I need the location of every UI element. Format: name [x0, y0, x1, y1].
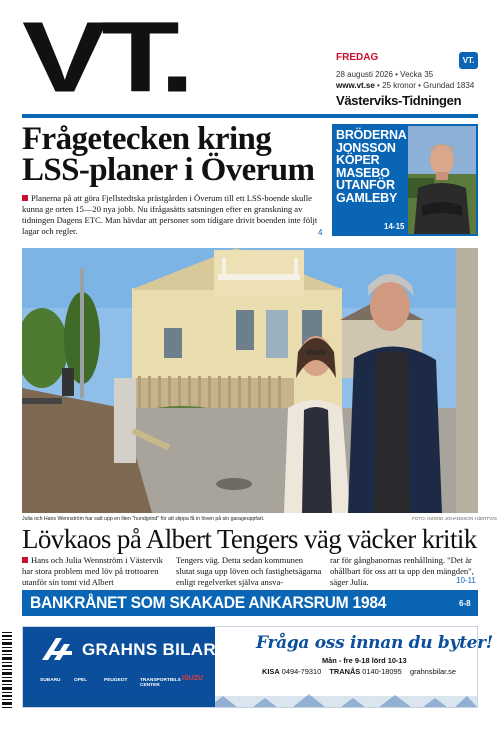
masthead-rule	[22, 114, 478, 118]
issue-day: FREDAG	[336, 52, 379, 63]
brand-transportbilscenter: TRANSPORTBILS CENTER	[140, 678, 181, 688]
brand-opel: OPEL	[74, 678, 88, 683]
story2-headline[interactable]: Lövkaos på Albert Tengers väg väcker kritik	[22, 524, 477, 554]
lead-headline[interactable]: Frågetecken kring LSS-planer i Överum	[22, 121, 315, 188]
teaser-page-ref: 14-15	[384, 222, 405, 231]
bullet-icon	[22, 195, 28, 201]
price-line: • 25 kronor • Grundad 1834	[374, 81, 475, 90]
main-photo	[22, 248, 478, 513]
barcode-icon	[2, 630, 18, 710]
lead-page-ref: 4	[318, 228, 323, 237]
banner-page-ref: 6-8	[459, 599, 471, 608]
photo-credit: FOTO: INGRID JOHANSSON HJERTVIG	[412, 516, 498, 521]
story2-col1-text: Hans och Julia Wennström i Västervik har stora problem med löv på trottoaren utanför sin tomt vid Albert	[22, 555, 163, 587]
ad-city1: KISA	[262, 667, 280, 676]
website-link[interactable]: www.vt.se	[336, 81, 375, 90]
brand-peugeot: PEUGEOT	[104, 678, 128, 683]
brand-isuzu: ISUZU	[182, 675, 203, 682]
issue-meta	[336, 81, 474, 90]
photo-caption: Julia och Hans Wennström har satt upp en liten "hundgrind" för att slippa få in löven på sin garageuppfart.	[22, 516, 265, 522]
ad-website[interactable]: grahnsbilar.se	[409, 667, 456, 676]
ad-slogan: Fråga oss innan du byter!	[256, 633, 493, 653]
masthead-logo: VT.	[22, 1, 189, 114]
paper-name: Västerviks-Tidningen	[336, 93, 462, 108]
grahns-logo-icon	[40, 636, 74, 662]
story2-col3: rar för gångbanornas renhållning. "Det är ohållbart för oss att ta upp den mängden", säger Julia.	[330, 555, 474, 587]
story2-col1	[22, 555, 168, 588]
teaser-headline[interactable]: BRÖDERNA JONSSON KÖPER MASEBO UTANFÖR GAMLEBY	[336, 128, 407, 205]
ad-brand-name: GRAHNS BILAR	[82, 640, 216, 659]
story2-col2: Tengers väg. Detta sedan kommunen slutat suga upp löven och fastighetsägarna enligt regelverket själva ansva-	[176, 555, 322, 587]
teaser-photo	[408, 126, 476, 234]
brand-subaru: SUBARU	[40, 678, 61, 683]
issue-date: 28 augusti 2026 • Vecka 35	[336, 70, 434, 79]
ad-skyline-decoration	[23, 690, 477, 707]
ad-phone1[interactable]: 0494-79310	[281, 667, 322, 676]
ad-opening-hours: Mån - fre 9-18 lörd 10-13	[322, 656, 407, 665]
lead-body: Planerna på att göra Fjellstedtska prästgården i Överum till ett LSS-boende skulle kunna ge orten 15—20 nya jobb. Nu ifrågasätts satsningen efter en granskning av tidningen Dagens ETC. Man hävdar att personer som tidigare drivit boenden inte följt lagar och regler.	[22, 193, 318, 236]
banner-headline[interactable]: BANKRÅNET SOM SKAKADE ANKARSRUM 1984	[30, 593, 387, 612]
ad-city2: TRANÅS	[329, 667, 361, 676]
bullet-icon	[22, 557, 28, 563]
story2-page-ref: 10-11	[456, 576, 476, 585]
lead-text	[22, 193, 322, 237]
ad-phone2[interactable]: 0140-18095	[362, 667, 402, 676]
vt-badge-icon: VT.	[459, 52, 478, 69]
ad-contacts	[262, 667, 456, 676]
